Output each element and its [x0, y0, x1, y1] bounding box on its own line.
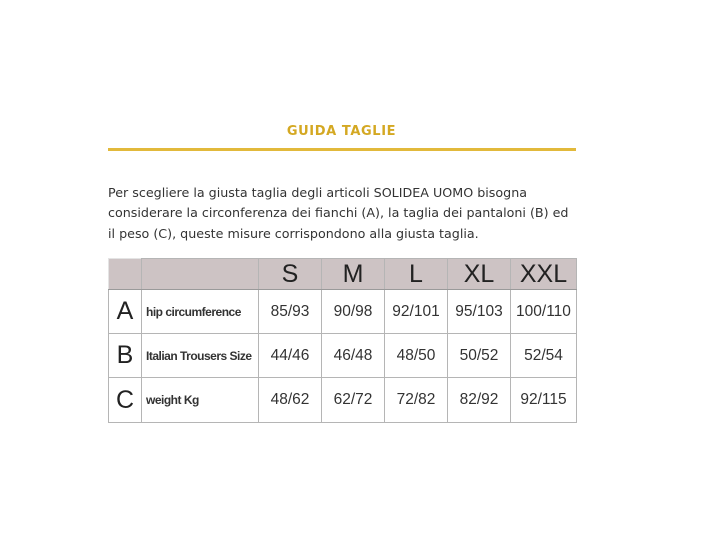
header-corner-cell: [109, 259, 142, 290]
row-letter-a: A: [109, 290, 142, 334]
table-cell: 90/98: [322, 290, 385, 334]
table-cell: 82/92: [448, 378, 511, 423]
table-cell: 62/72: [322, 378, 385, 423]
row-label-weight: weight Kg: [142, 378, 259, 423]
row-label-hip: hip circumference: [142, 290, 259, 334]
table-cell: 52/54: [511, 334, 577, 378]
table-cell: 50/52: [448, 334, 511, 378]
table-cell: 85/93: [259, 290, 322, 334]
table-cell: 44/46: [259, 334, 322, 378]
table-cell: 72/82: [385, 378, 448, 423]
header-label-cell: [142, 259, 259, 290]
table-row: [109, 290, 577, 334]
size-header-l: L: [385, 259, 448, 290]
table-cell: 92/101: [385, 290, 448, 334]
size-chart-table: [108, 258, 577, 423]
row-letter-b: B: [109, 334, 142, 378]
table-cell: 48/62: [259, 378, 322, 423]
size-guide-title: GUIDA TAGLIE: [286, 124, 397, 139]
table-cell: 92/115: [511, 378, 577, 423]
size-header-s: S: [259, 259, 322, 290]
size-header-row: [109, 259, 577, 290]
size-header-m: M: [322, 259, 385, 290]
size-header-xl: XL: [448, 259, 511, 290]
title-divider: [108, 148, 576, 151]
table-cell: 100/110: [511, 290, 577, 334]
row-label-trousers: Italian Trousers Size: [142, 334, 259, 378]
row-letter-c: C: [109, 378, 142, 423]
table-row: [109, 334, 577, 378]
table-cell: 46/48: [322, 334, 385, 378]
table-cell: 48/50: [385, 334, 448, 378]
size-guide-intro: Per scegliere la giusta taglia degli articoli SOLIDEA UOMO bisogna considerare la circonferenza dei fianchi (A), la taglia dei pantaloni (B) ed il peso (C), queste misure corrispondono alla giusta taglia.: [108, 185, 569, 241]
table-row: [109, 378, 577, 423]
size-header-xxl: XXL: [511, 259, 577, 290]
table-cell: 95/103: [448, 290, 511, 334]
